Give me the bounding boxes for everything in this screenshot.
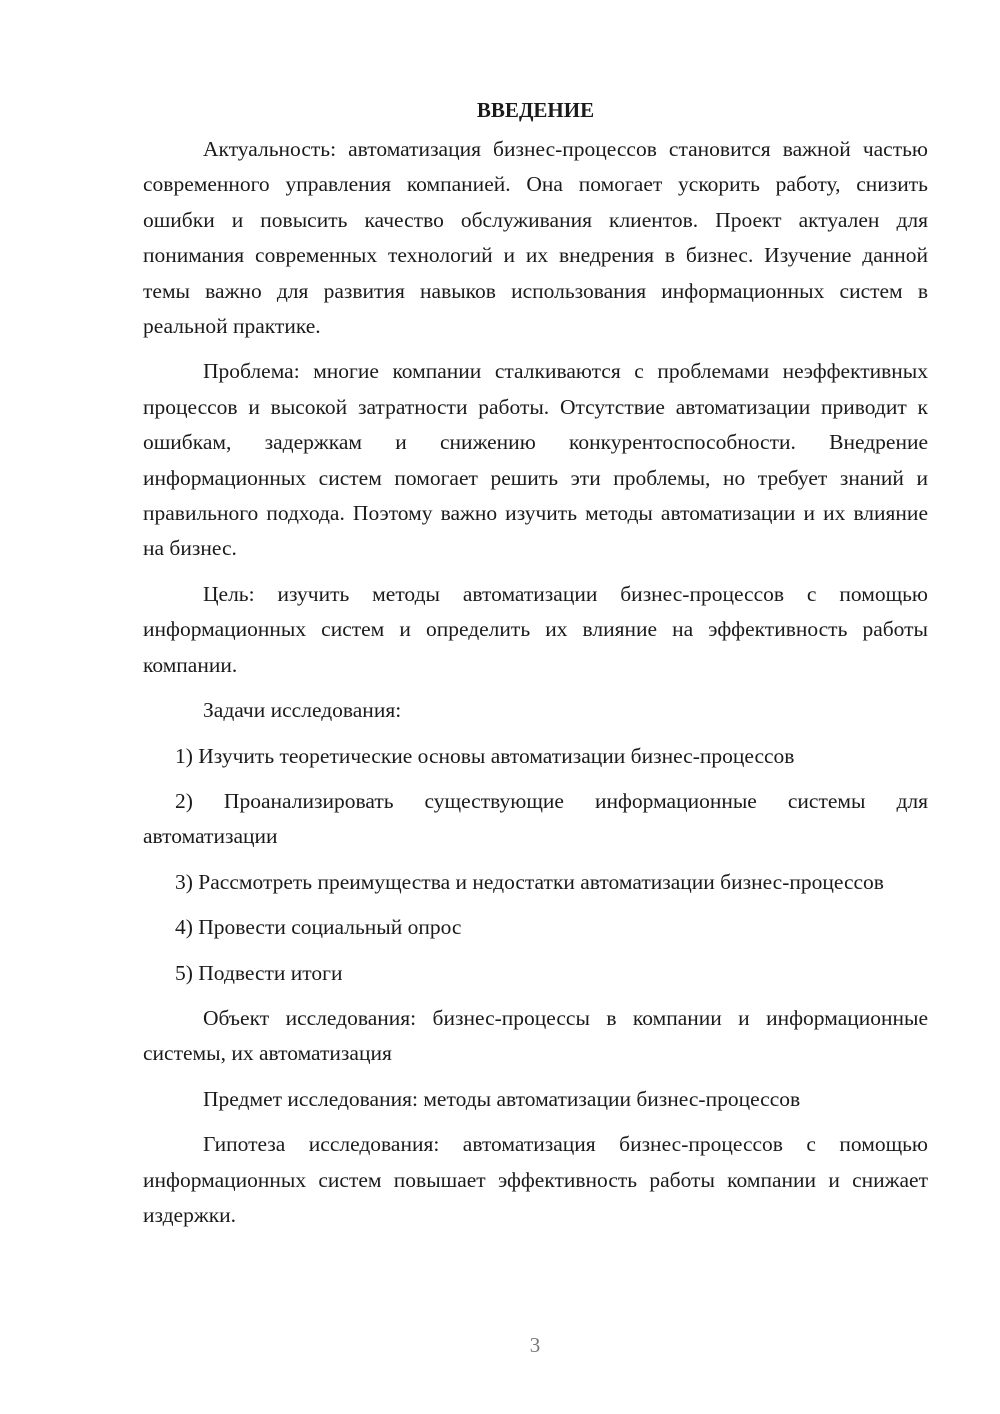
subject-paragraph: Предмет исследования: методы автоматизации бизнес-процессов <box>203 1086 801 1111</box>
task-item-2: 2) Проанализировать существующие информационные системы для автоматизации <box>143 788 928 849</box>
problem-paragraph: Проблема: многие компании сталкиваются с проблемами неэффективных процессов и высокой затратности работы. Отсутствие автоматизации приводит к ошибкам, задержкам и снижению конкурентоспособности. Внедрение информационных систем помогает решить эти проблемы, но требует знаний и правильного подхода. Поэтому важно изучить методы автоматизации и их влияние на бизнес. <box>143 359 928 561</box>
tasks-heading: Задачи исследования: <box>203 698 402 723</box>
object-paragraph: Объект исследования: бизнес-процессы в компании и информационные системы, их автоматизация <box>143 1005 928 1066</box>
task-item-4: 4) Провести социальный опрос <box>175 915 462 940</box>
relevance-paragraph: Актуальность: автоматизация бизнес-процессов становится важной частью современного управления компанией. Она помогает ускорить работу, снизить ошибки и повысить качество обслуживания клиентов. Проект актуален для понимания современных технологий и их внедрения в бизнес. Изучение данной темы важно для развития навыков использования информационных систем в реальной практике. <box>143 137 928 339</box>
task-item-3: 3) Рассмотреть преимущества и недостатки автоматизации бизнес-процессов <box>175 869 884 894</box>
goal-paragraph: Цель: изучить методы автоматизации бизнес-процессов с помощью информационных систем и определить их влияние на эффективность работы компании. <box>143 581 928 677</box>
page-number: 3 <box>529 1333 541 1357</box>
hypothesis-paragraph: Гипотеза исследования: автоматизация бизнес-процессов с помощью информационных систем повышает эффективность работы компании и снижает издержки. <box>143 1132 928 1227</box>
document-page <box>143 92 928 1243</box>
task-item-5: 5) Подвести итоги <box>175 960 343 985</box>
page-title: ВВЕДЕНИЕ <box>476 98 595 122</box>
task-item-1: 1) Изучить теоретические основы автоматизации бизнес-процессов <box>175 743 795 768</box>
